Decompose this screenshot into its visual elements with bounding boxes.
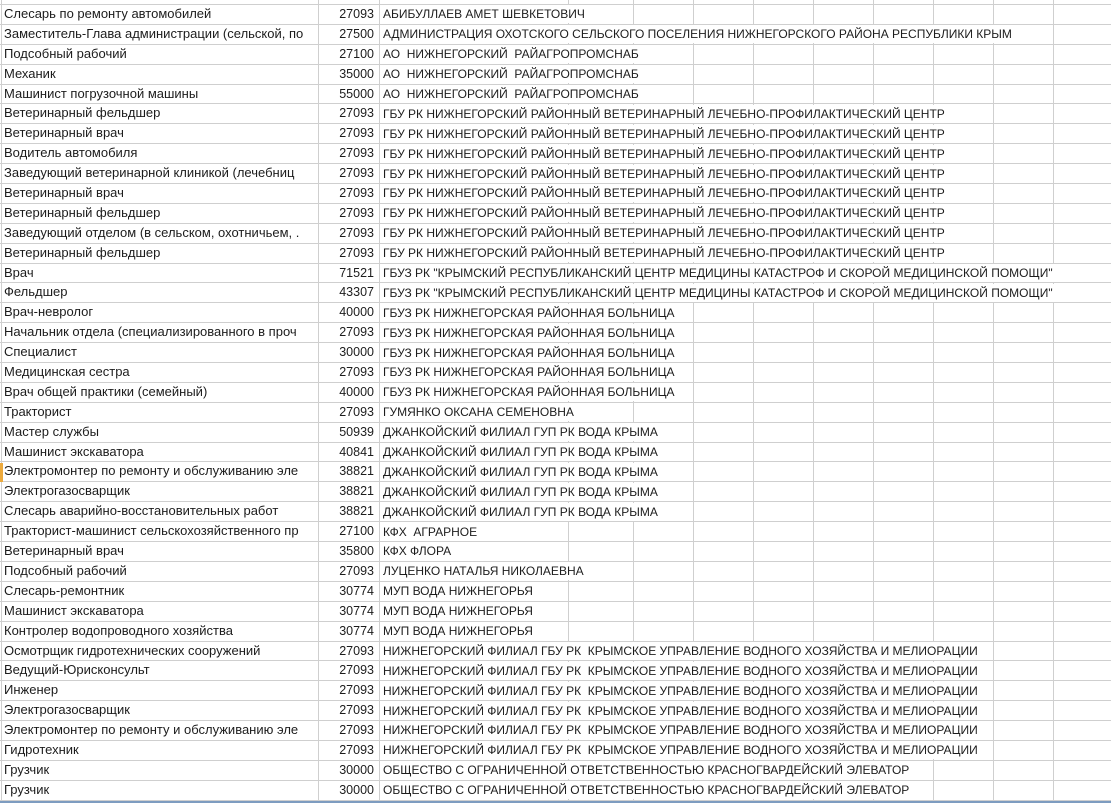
cell-job-title[interactable]: Грузчик <box>4 761 50 777</box>
organization-text: ДЖАНКОЙСКИЙ ФИЛИАЛ ГУП РК ВОДА КРЫМА <box>383 503 661 521</box>
cell-salary[interactable]: 27093 <box>339 663 374 678</box>
cell-job-title[interactable]: Начальник отдела (специализированного в проч <box>4 324 297 340</box>
organization-text: ГБУЗ РК НИЖНЕГОРСКАЯ РАЙОННАЯ БОЛЬНИЦА <box>383 363 677 381</box>
cell-organization[interactable] <box>379 383 1111 402</box>
cell-job-title[interactable]: Грузчик <box>4 781 50 797</box>
cell-organization[interactable] <box>379 761 1111 780</box>
organization-text: ГБУ РК НИЖНЕГОРСКИЙ РАЙОННЫЙ ВЕТЕРИНАРНЫЙ ЛЕЧЕБНО-ПРОФИЛАКТИЧЕСКИЙ ЦЕНТР <box>383 165 948 183</box>
cell-salary[interactable]: 27093 <box>339 225 374 240</box>
cell-organization[interactable] <box>379 423 1111 442</box>
cell-job-title[interactable]: Электрогазосварщик <box>4 702 130 718</box>
cell-job-title[interactable]: Электромонтер по ремонту и обслуживанию эле <box>4 463 299 479</box>
table-row <box>0 502 1111 522</box>
cell-organization[interactable] <box>379 681 1111 700</box>
table-row <box>0 323 1111 343</box>
table-row <box>0 25 1111 45</box>
cell-salary[interactable]: 27093 <box>339 703 374 718</box>
cell-salary[interactable]: 27093 <box>339 186 374 201</box>
cell-salary[interactable]: 40000 <box>339 305 374 320</box>
cell-salary[interactable]: 27100 <box>339 46 374 61</box>
cell-salary[interactable]: 27093 <box>339 643 374 658</box>
cell-salary[interactable]: 50939 <box>339 424 374 439</box>
cell-salary[interactable]: 38821 <box>339 504 374 519</box>
cell-salary[interactable]: 27093 <box>339 7 374 21</box>
organization-text: ГБУ РК НИЖНЕГОРСКИЙ РАЙОННЫЙ ВЕТЕРИНАРНЫЙ ЛЕЧЕБНО-ПРОФИЛАКТИЧЕСКИЙ ЦЕНТР <box>383 145 948 163</box>
cell-organization[interactable] <box>379 323 1111 342</box>
organization-text: АБИБУЛЛАЕВ АМЕТ ШЕВКЕТОВИЧ <box>383 5 588 23</box>
table-row <box>0 761 1111 781</box>
table-row <box>0 642 1111 662</box>
cell-organization[interactable] <box>379 204 1111 223</box>
table-row <box>0 264 1111 284</box>
organization-text: ГБУ РК НИЖНЕГОРСКИЙ РАЙОННЫЙ ВЕТЕРИНАРНЫЙ ЛЕЧЕБНО-ПРОФИЛАКТИЧЕСКИЙ ЦЕНТР <box>383 184 948 202</box>
cell-job-title[interactable]: Слесарь-ремонтник <box>4 582 125 598</box>
cell-organization[interactable] <box>379 562 1111 581</box>
cell-job-title[interactable]: Машинист погрузочной машины <box>4 85 199 101</box>
cell-organization[interactable] <box>379 283 1111 302</box>
table-row <box>0 602 1111 622</box>
cell-job-title[interactable]: Врач общей практики (семейный) <box>4 383 208 399</box>
organization-text: АДМИНИСТРАЦИЯ ОХОТСКОГО СЕЛЬСКОГО ПОСЕЛЕНИЯ НИЖНЕГОРСКОГО РАЙОНА РЕСПУБЛИКИ КРЫМ <box>383 25 1015 43</box>
organization-text: НИЖНЕГОРСКИЙ ФИЛИАЛ ГБУ РК КРЫМСКОЕ УПРАВЛЕНИЕ ВОДНОГО ХОЗЯЙСТВА И МЕЛИОРАЦИИ <box>383 741 981 759</box>
organization-text: АО НИЖНЕГОРСКИЙ РАЙАГРОПРОМСНАБ <box>383 65 642 83</box>
cell-job-title[interactable]: Инженер <box>4 682 59 698</box>
cell-job-title[interactable]: Машинист экскаватора <box>4 443 144 459</box>
cell-job-title[interactable]: Ветеринарный врач <box>4 185 124 201</box>
cell-organization[interactable] <box>379 721 1111 740</box>
cell-organization[interactable] <box>379 244 1111 263</box>
organization-text: ГБУ РК НИЖНЕГОРСКИЙ РАЙОННЫЙ ВЕТЕРИНАРНЫЙ ЛЕЧЕБНО-ПРОФИЛАКТИЧЕСКИЙ ЦЕНТР <box>383 125 948 143</box>
cell-salary[interactable]: 27500 <box>339 26 374 41</box>
cell-job-title[interactable]: Тракторист-машинист сельскохозяйственного пр <box>4 523 299 539</box>
table-row <box>0 661 1111 681</box>
organization-text: ГБУ РК НИЖНЕГОРСКИЙ РАЙОННЫЙ ВЕТЕРИНАРНЫЙ ЛЕЧЕБНО-ПРОФИЛАКТИЧЕСКИЙ ЦЕНТР <box>383 244 948 262</box>
cell-salary[interactable]: 27093 <box>339 404 374 419</box>
cell-organization[interactable] <box>379 104 1111 123</box>
cell-job-title[interactable]: Подсобный рабочий <box>4 562 127 578</box>
organization-text: КФХ ФЛОРА <box>383 542 454 560</box>
table-row <box>0 681 1111 701</box>
cell-salary[interactable]: 40000 <box>339 384 374 399</box>
organization-text: ЛУЦЕНКО НАТАЛЬЯ НИКОЛАЕВНА <box>383 562 587 580</box>
cell-job-title[interactable]: Электрогазосварщик <box>4 483 130 499</box>
cell-organization[interactable] <box>379 462 1111 481</box>
table-row <box>0 462 1111 482</box>
cell-job-title[interactable]: Фельдшер <box>4 284 68 300</box>
organization-text: НИЖНЕГОРСКИЙ ФИЛИАЛ ГБУ РК КРЫМСКОЕ УПРАВЛЕНИЕ ВОДНОГО ХОЗЯЙСТВА И МЕЛИОРАЦИИ <box>383 642 981 660</box>
cell-job-title[interactable]: Гидротехник <box>4 741 79 757</box>
organization-text: ОБЩЕСТВО С ОГРАНИЧЕННОЙ ОТВЕТСТВЕННОСТЬЮ КРАСНОГВАРДЕЙСКИЙ ЭЛЕВАТОР <box>383 781 912 799</box>
table-row <box>0 45 1111 65</box>
cell-salary[interactable]: 27093 <box>339 365 374 380</box>
cell-salary[interactable]: 30000 <box>339 782 374 797</box>
table-row <box>0 482 1111 502</box>
cell-job-title[interactable]: Врач <box>4 264 34 280</box>
row-fill-marker <box>0 463 3 482</box>
cell-organization[interactable] <box>379 224 1111 243</box>
cell-organization[interactable] <box>379 661 1111 680</box>
cell-salary[interactable]: 27093 <box>339 325 374 340</box>
cell-job-title[interactable]: Заведующий отделом (в сельском, охотничьем, . <box>4 224 300 240</box>
organization-text: ГУМЯНКО ОКСАНА СЕМЕНОВНА <box>383 403 577 421</box>
table-row <box>0 622 1111 642</box>
cell-job-title[interactable]: Осмотрщик гидротехнических сооружений <box>4 642 261 658</box>
cell-organization[interactable] <box>379 343 1111 362</box>
table-row <box>0 363 1111 383</box>
cell-salary[interactable]: 30774 <box>339 623 374 638</box>
organization-text: НИЖНЕГОРСКИЙ ФИЛИАЛ ГБУ РК КРЫМСКОЕ УПРАВЛЕНИЕ ВОДНОГО ХОЗЯЙСТВА И МЕЛИОРАЦИИ <box>383 682 981 700</box>
cell-salary[interactable]: 38821 <box>339 484 374 499</box>
cell-job-title[interactable]: Ветеринарный фельдшер <box>4 244 161 260</box>
cell-organization[interactable] <box>379 781 1111 800</box>
organization-text: ГБУЗ РК "КРЫМСКИЙ РЕСПУБЛИКАНСКИЙ ЦЕНТР МЕДИЦИНЫ КАТАСТРОФ И СКОРОЙ МЕДИЦИНСКОЙ ПОМОЩИ" <box>383 264 1056 282</box>
cell-job-title[interactable]: Мастер службы <box>4 423 99 439</box>
organization-text: ДЖАНКОЙСКИЙ ФИЛИАЛ ГУП РК ВОДА КРЫМА <box>383 483 661 501</box>
table-row <box>0 303 1111 323</box>
cell-organization[interactable] <box>379 542 1111 561</box>
cell-salary[interactable]: 35800 <box>339 544 374 559</box>
cell-salary[interactable]: 30000 <box>339 345 374 360</box>
table-row <box>0 542 1111 562</box>
table-row <box>0 283 1111 303</box>
cell-organization[interactable] <box>379 522 1111 541</box>
cell-salary[interactable]: 27093 <box>339 126 374 141</box>
organization-text: ГБУЗ РК "КРЫМСКИЙ РЕСПУБЛИКАНСКИЙ ЦЕНТР МЕДИЦИНЫ КАТАСТРОФ И СКОРОЙ МЕДИЦИНСКОЙ ПОМОЩИ" <box>383 284 1056 302</box>
organization-text: ГБУЗ РК НИЖНЕГОРСКАЯ РАЙОННАЯ БОЛЬНИЦА <box>383 383 677 401</box>
cell-salary[interactable]: 40841 <box>339 444 374 459</box>
cell-organization[interactable] <box>379 184 1111 203</box>
cell-job-title[interactable]: Врач-невролог <box>4 304 94 320</box>
table-row <box>0 522 1111 542</box>
table-row <box>0 224 1111 244</box>
cell-salary[interactable]: 30774 <box>339 583 374 598</box>
table-row <box>0 423 1111 443</box>
cell-salary[interactable]: 27093 <box>339 245 374 260</box>
organization-text: ГБУЗ РК НИЖНЕГОРСКАЯ РАЙОННАЯ БОЛЬНИЦА <box>383 324 677 342</box>
organization-text: ДЖАНКОЙСКИЙ ФИЛИАЛ ГУП РК ВОДА КРЫМА <box>383 463 661 481</box>
cell-organization[interactable] <box>379 642 1111 661</box>
cell-salary[interactable]: 27093 <box>339 723 374 738</box>
cell-organization[interactable] <box>379 602 1111 621</box>
cell-job-title[interactable]: Ветеринарный фельдшер <box>4 105 161 121</box>
cell-job-title[interactable]: Медицинская сестра <box>4 364 130 380</box>
table-row <box>0 383 1111 403</box>
table-row <box>0 144 1111 164</box>
cell-job-title[interactable]: Специалист <box>4 344 77 360</box>
cell-salary[interactable]: 38821 <box>339 464 374 479</box>
cell-organization[interactable] <box>379 303 1111 322</box>
organization-text: ОБЩЕСТВО С ОГРАНИЧЕННОЙ ОТВЕТСТВЕННОСТЬЮ КРАСНОГВАРДЕЙСКИЙ ЭЛЕВАТОР <box>383 761 912 779</box>
organization-text: ГБУ РК НИЖНЕГОРСКИЙ РАЙОННЫЙ ВЕТЕРИНАРНЫЙ ЛЕЧЕБНО-ПРОФИЛАКТИЧЕСКИЙ ЦЕНТР <box>383 224 948 242</box>
cell-salary[interactable]: 27100 <box>339 524 374 539</box>
cell-organization[interactable] <box>379 45 1111 64</box>
cell-job-title[interactable]: Механик <box>4 65 56 81</box>
organization-text: ДЖАНКОЙСКИЙ ФИЛИАЛ ГУП РК ВОДА КРЫМА <box>383 443 661 461</box>
cell-salary[interactable]: 27093 <box>339 742 374 757</box>
cell-job-title[interactable]: Контролер водопроводного хозяйства <box>4 622 233 638</box>
cell-organization[interactable] <box>379 482 1111 501</box>
cell-job-title[interactable]: Заместитель-Глава администрации (сельской, по <box>4 25 304 41</box>
cell-organization[interactable] <box>379 502 1111 521</box>
table-row <box>0 164 1111 184</box>
table-row <box>0 701 1111 721</box>
organization-text: АО НИЖНЕГОРСКИЙ РАЙАГРОПРОМСНАБ <box>383 45 642 63</box>
cell-organization[interactable] <box>379 144 1111 163</box>
cell-job-title[interactable]: Заведующий ветеринарной клиникой (лечебниц <box>4 165 295 181</box>
organization-text: ГБУЗ РК НИЖНЕГОРСКАЯ РАЙОННАЯ БОЛЬНИЦА <box>383 344 677 362</box>
cell-job-title[interactable]: Подсобный рабочий <box>4 45 127 61</box>
cell-organization[interactable] <box>379 25 1111 44</box>
cell-organization[interactable] <box>379 443 1111 462</box>
cell-organization[interactable] <box>379 622 1111 641</box>
cell-salary[interactable]: 27093 <box>339 205 374 220</box>
cell-job-title[interactable]: Тракторист <box>4 403 72 419</box>
cell-job-title[interactable]: Ветеринарный врач <box>4 543 124 559</box>
organization-text: КФХ АГРАРНОЕ <box>383 523 480 541</box>
organization-text: ГБУЗ РК НИЖНЕГОРСКАЯ РАЙОННАЯ БОЛЬНИЦА <box>383 304 677 322</box>
organization-text: ДЖАНКОЙСКИЙ ФИЛИАЛ ГУП РК ВОДА КРЫМА <box>383 423 661 441</box>
cell-organization[interactable] <box>379 363 1111 382</box>
table-row <box>0 104 1111 124</box>
cell-job-title[interactable]: Слесарь аварийно-восстановительных работ <box>4 503 279 519</box>
cell-organization[interactable] <box>379 741 1111 760</box>
cell-organization[interactable] <box>379 65 1111 84</box>
organization-text: ГБУ РК НИЖНЕГОРСКИЙ РАЙОННЫЙ ВЕТЕРИНАРНЫЙ ЛЕЧЕБНО-ПРОФИЛАКТИЧЕСКИЙ ЦЕНТР <box>383 204 948 222</box>
organization-text: ГБУ РК НИЖНЕГОРСКИЙ РАЙОННЫЙ ВЕТЕРИНАРНЫЙ ЛЕЧЕБНО-ПРОФИЛАКТИЧЕСКИЙ ЦЕНТР <box>383 105 948 123</box>
cell-organization[interactable] <box>379 85 1111 104</box>
cell-organization[interactable] <box>379 5 1111 24</box>
cell-salary[interactable]: 27093 <box>339 683 374 698</box>
cell-job-title[interactable]: Слесарь по ремонту автомобилей <box>4 6 212 21</box>
cell-salary[interactable]: 43307 <box>339 285 374 300</box>
table-row <box>0 5 1111 25</box>
organization-text: НИЖНЕГОРСКИЙ ФИЛИАЛ ГБУ РК КРЫМСКОЕ УПРАВЛЕНИЕ ВОДНОГО ХОЗЯЙСТВА И МЕЛИОРАЦИИ <box>383 702 981 720</box>
cell-salary[interactable]: 27093 <box>339 166 374 181</box>
cell-salary[interactable]: 55000 <box>339 86 374 101</box>
cell-organization[interactable] <box>379 264 1111 283</box>
organization-text: МУП ВОДА НИЖНЕГОРЬЯ <box>383 602 536 620</box>
table-row <box>0 343 1111 363</box>
organization-text: НИЖНЕГОРСКИЙ ФИЛИАЛ ГБУ РК КРЫМСКОЕ УПРАВЛЕНИЕ ВОДНОГО ХОЗЯЙСТВА И МЕЛИОРАЦИИ <box>383 721 981 739</box>
cell-job-title[interactable]: Ветеринарный фельдшер <box>4 204 161 220</box>
cell-organization[interactable] <box>379 124 1111 143</box>
cell-job-title[interactable]: Ветеринарный врач <box>4 125 124 141</box>
cell-organization[interactable] <box>379 403 1111 422</box>
cell-job-title[interactable]: Ведущий-Юрисконсульт <box>4 662 150 678</box>
table-row <box>0 204 1111 224</box>
table-row <box>0 403 1111 423</box>
organization-text: АО НИЖНЕГОРСКИЙ РАЙАГРОПРОМСНАБ <box>383 85 642 103</box>
organization-text: НИЖНЕГОРСКИЙ ФИЛИАЛ ГБУ РК КРЫМСКОЕ УПРАВЛЕНИЕ ВОДНОГО ХОЗЯЙСТВА И МЕЛИОРАЦИИ <box>383 662 981 680</box>
cell-salary[interactable]: 71521 <box>339 265 374 280</box>
cell-job-title[interactable]: Водитель автомобиля <box>4 145 138 161</box>
cell-salary[interactable]: 35000 <box>339 66 374 81</box>
table-row <box>0 85 1111 105</box>
table-row <box>0 781 1111 801</box>
organization-text: МУП ВОДА НИЖНЕГОРЬЯ <box>383 622 536 640</box>
cell-job-title[interactable]: Электромонтер по ремонту и обслуживанию эле <box>4 722 299 738</box>
cell-organization[interactable] <box>379 582 1111 601</box>
table-row <box>0 124 1111 144</box>
table-row <box>0 443 1111 463</box>
cell-salary[interactable]: 27093 <box>339 106 374 121</box>
table-row <box>0 184 1111 204</box>
spreadsheet-rows <box>0 5 1111 801</box>
cell-organization[interactable] <box>379 701 1111 720</box>
table-row <box>0 721 1111 741</box>
cell-salary[interactable]: 30774 <box>339 603 374 618</box>
table-row <box>0 65 1111 85</box>
table-row <box>0 741 1111 761</box>
organization-text: МУП ВОДА НИЖНЕГОРЬЯ <box>383 582 536 600</box>
cell-salary[interactable]: 27093 <box>339 563 374 578</box>
cell-organization[interactable] <box>379 164 1111 183</box>
cell-salary[interactable]: 27093 <box>339 146 374 161</box>
table-row <box>0 562 1111 582</box>
table-row <box>0 244 1111 264</box>
cell-salary[interactable]: 30000 <box>339 762 374 777</box>
table-row <box>0 582 1111 602</box>
cell-job-title[interactable]: Машинист экскаватора <box>4 602 144 618</box>
